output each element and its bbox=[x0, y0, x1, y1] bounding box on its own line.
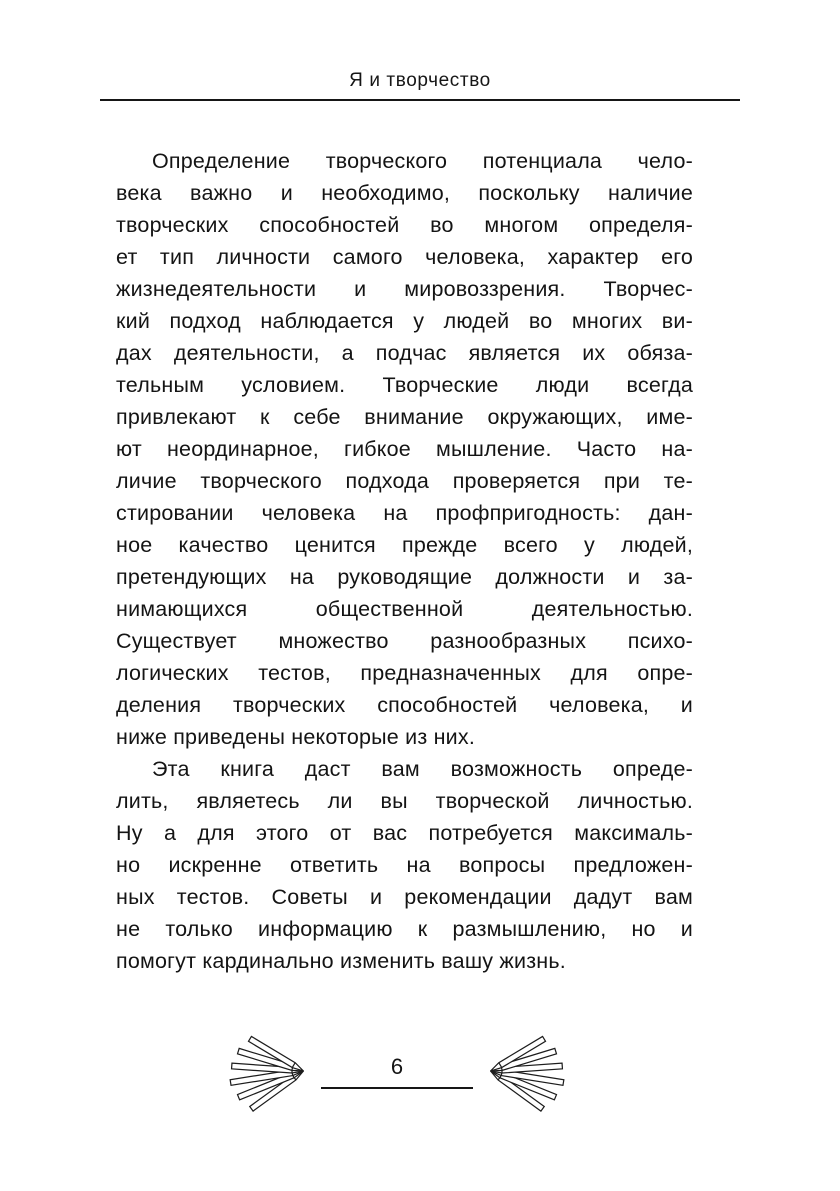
page-number-rule bbox=[321, 1087, 473, 1089]
page-number: 6 bbox=[390, 1053, 404, 1079]
text-line: ное качество ценится прежде всего у людей, bbox=[116, 533, 693, 557]
text-line: ют неординарное, гибкое мышление. Часто на- bbox=[116, 437, 693, 461]
running-head-title: Я и творчество bbox=[349, 70, 491, 91]
paragraph bbox=[116, 753, 693, 977]
text-line: лить, являетесь ли вы творческой личностью. bbox=[116, 789, 693, 813]
pencil-burst-left-icon bbox=[207, 1026, 311, 1116]
text-line: Существует множество разнообразных психо- bbox=[116, 629, 693, 653]
text-line: века важно и необходимо, поскольку наличие bbox=[116, 181, 693, 205]
page-footer bbox=[0, 1026, 794, 1116]
text-line: нимающихся общественной деятельностью. bbox=[116, 597, 693, 621]
text-line: Эта книга даст вам возможность опреде- bbox=[152, 757, 693, 781]
text-line: ных тестов. Советы и рекомендации дадут вам bbox=[116, 885, 693, 909]
text-line: Ну а для этого от вас потребуется максималь- bbox=[116, 821, 693, 845]
text-line: ет тип личности самого человека, характер его bbox=[116, 245, 693, 269]
header-rule bbox=[100, 99, 740, 101]
page-body bbox=[116, 145, 693, 977]
pencil-burst-right-icon bbox=[483, 1026, 587, 1116]
text-line: привлекают к себе внимание окружающих, име- bbox=[116, 405, 693, 429]
text-line: ниже приведены некоторые из них. bbox=[116, 725, 475, 749]
text-line: деления творческих способностей человека, и bbox=[116, 693, 693, 717]
text-line: тельным условием. Творческие люди всегда bbox=[116, 373, 693, 397]
text-line: личие творческого подхода проверяется при те- bbox=[116, 469, 693, 493]
text-line: кий подход наблюдается у людей во многих ви- bbox=[116, 309, 693, 333]
page-number-block bbox=[319, 1054, 475, 1089]
text-line: но искренне ответить на вопросы предложен- bbox=[116, 853, 693, 877]
text-line: жизнедеятельности и мировоззрения. Творчес- bbox=[116, 277, 693, 301]
text-line: творческих способностей во многом определя- bbox=[116, 213, 693, 237]
paragraph bbox=[116, 145, 693, 753]
text-line: логических тестов, предназначенных для опре- bbox=[116, 661, 693, 685]
text-line: дах деятельности, а подчас является их обяза- bbox=[116, 341, 693, 365]
text-line: не только информацию к размышлению, но и bbox=[116, 917, 693, 941]
text-line: Определение творческого потенциала чело- bbox=[152, 149, 693, 173]
text-line: помогут кардинально изменить вашу жизнь. bbox=[116, 949, 566, 973]
text-line: претендующих на руководящие должности и за- bbox=[116, 565, 693, 589]
text-line: стировании человека на профпригодность: дан- bbox=[116, 501, 693, 525]
page-header bbox=[100, 70, 740, 101]
